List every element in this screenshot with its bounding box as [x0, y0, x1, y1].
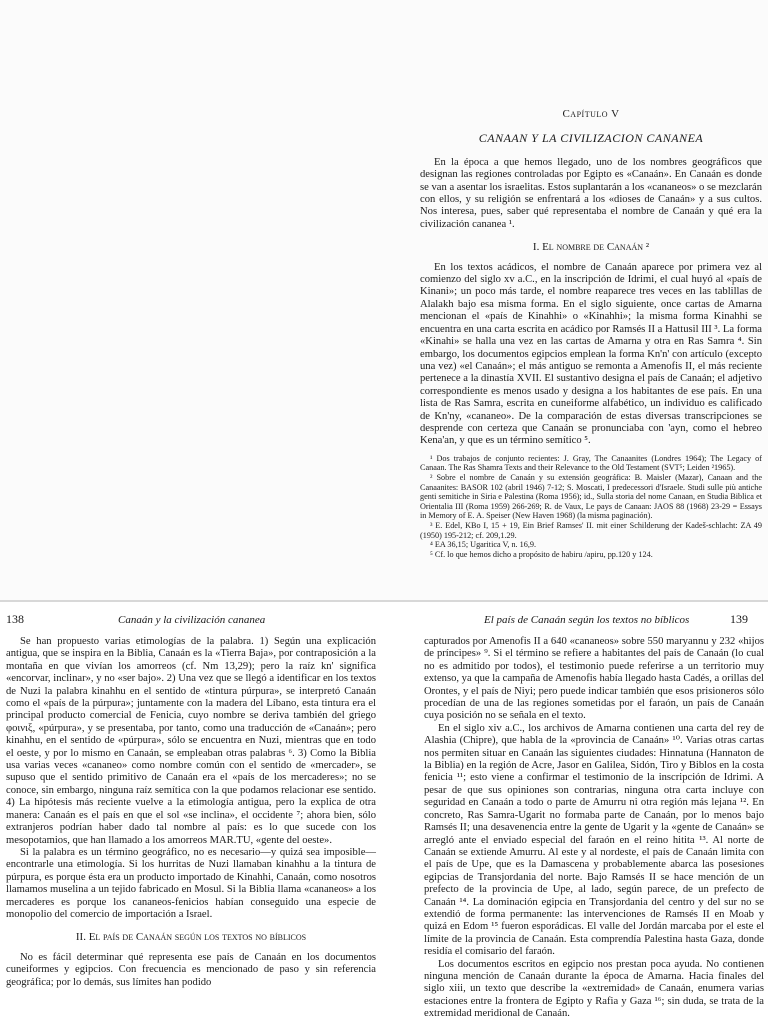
left-paragraph-2: Si la palabra es un término geográfico, no es necesario—y quizá sea imposible—encontrarle una etimología. Si los hurritas de Nuzi llamaban kinahhu a la tintura de púrpura, es porque ésta era un producto importado de Kinahhi, Canaán, como nosotros llamamos muselina a un tejido fabricado en Mosul. Si la Biblia llama «cananeos» a los mercaderes es porque los cananeos-fenicios habían conseguido una especie de monopolio del comercio de importación a Israel. [6, 846, 376, 920]
running-head-left: Canaán y la civilización cananea [118, 614, 266, 626]
page-number-right: 139 [730, 612, 748, 626]
right-paragraph-3: Los documentos escritos en egipcio nos prestan poca ayuda. No contienen ninguna mención de Canaán durante la época de Amarna. Hacia finales del siglo xiii, un texto que describe la «extremidad» de Canaán, enumera varias estaciones entre la frontera de Egipto y Rafia y Gaza ¹⁶; sin duda, se trata de la extremidad meridional de Canaán. [424, 958, 764, 1020]
left-closing-paragraph: No es fácil determinar qué representa ese país de Canaán en los documentos cuneiformes y egipcios. Con frecuencia es mencionado de paso y sin referencia geográfica; por lo demás, sus límites han podido [6, 951, 376, 988]
chapter-label: Capítulo V [562, 108, 620, 120]
left-page-column [6, 636, 376, 989]
body-paragraph: En los textos acádicos, el nombre de Canaán aparece por primera vez al comienzo del siglo xv a.C., en la inscripción de Idrimi, el cual huyó al «país de Kinani»; un poco más tarde, el nombre reaparece tres veces en las tablillas de Alalakh bajo esa misma forma. En el siglo siguiente, once cartas de Amarna mencionan el «país de Kinahhi» o «Kinahhi»; la misma forma Kinahhi se encuentra en una carta escrita en acádico por Ramsés II a Hattusil III ³. La forma «Kinahi» se halla una vez en las cartas de Amarna y otra en Ras Samra ⁴. Sin embargo, los documentos egipcios emplean la forma Kn'n' con artículo (excepto una vez) «el Canaán»; el más antiguo se remonta a Amenofis II, el más reciente pertenece a la dinastía XVII. El sustantivo designa el país de Canaán; el adjetivo correspondiente es menos usado y designa a los habitantes de ese país. En una lista de Ras Samra, escrita en cuneiforme alfabético, un individuo es calificado de Kn'ny, «cananeo». De la comparación de estas diversas transcripciones se desprende con certeza que Canaán se pronunciaba con 'ayn, como el hebreo Kena'an, y que es un término semítico ⁵. [420, 261, 763, 447]
right-paragraph-2: En el siglo xiv a.C., los archivos de Amarna contienen una carta del rey de Alashia (Chipre), que habla de la «provincia de Canaán» ¹⁰. Varias otras cartas nos permiten situar en Canaán las siguientes ciudades: Hinnatuna (Hannaton de la Biblia) en la región de Acre, Jasor en Galilea, Sidón, Tiro y Biblos en la costa fenicia ¹¹; esto viene a confirmar el testimonio de la inscripción de Idrimi. A pesar de que sus opiniones son contrarias, ninguna otra carta incluye con seguridad en Canaán a todo o parte de Amurru ni otra región más lejana ¹². En concreto, Ras Samra-Ugarit no formaba parte de Canaán, por lo menos bajo Ramsés II; una desavenencia entre la gente de Ugarit y la «gente de Canaán» se arregló ante el enviado especial del faraón en el reino hitita ¹³. Al norte de Canaán se extiende Amurru. Al este y al nordeste, el país de Canaán limita con el país de Upe, que es la Damascena y probablemente abarca las posesiones egipcias de Transjordania del norte. Bajo Ramsés II se hace mención de un prefecto de la provincia de Upe, al lado, según parece, de un prefecto de Canaán ¹⁴. La dominación egipcia en Transjordania del centro y del sur no se extendió de forma permanente: las intervenciones de Ramsés II en Moab y quizá en Edom ¹⁵ fueron esporádicas. El valle del Jordán marcaba por el este el límite de la provincia de Canaán. Esta comprendía Palestina hasta Gaza, donde residía el comisario del faraón. [424, 722, 764, 958]
right-paragraph-1: capturados por Amenofis II a 640 «cananeos» sobre 550 maryannu y 232 «hijos de príncipes» ⁹. Si el término se refiere a habitantes del país de Canaán (lo cual no es admitido por todos), el testimonio puede referirse a un territorio muy extenso, ya que la campaña de Amenofis había llegado hasta Cadés, a orillas del Orontes, y el país de Niyi; pero puede indicar también que esos prisioneros sólo procedían de una de las regiones sometidas por el faraón, un país de Canaán cuya posición no se señala en el texto. [424, 636, 764, 722]
footnote-4: ⁴ EA 36,15; Ugaritica V, n. 16,9. [430, 540, 537, 550]
right-page-column [424, 636, 764, 1021]
footnote-5: ⁵ Cf. lo que hemos dicho a propósito de habiru /apiru, pp.120 y 124. [430, 549, 653, 559]
chapter-title: CANAAN Y LA CIVILIZACION CANANEA [478, 131, 704, 146]
left-paragraph-1: Se han propuesto varias etimologías de la palabra. 1) Según una explicación antigua, que se inspira en la Biblia, Canaán es la «Tierra Baja», por contraposición a la montaña en que vivían los amorreos (cf. Nm 13,29); pero la raíz kn' significa «encorvar, inclinar», y no «ser bajo». 2) Una vez que se llegó a identificar en los textos de Nuzi la palabra kinahhu en el sentido de «tintura púrpura», se interpretó Canaán como el «país de la púrpura»; juntamente con la madera del Líbano, esta tintura era el principal producto comercial de Fenicia, cuyo nombre se deriva también del griego φοινιξ, «púrpura», y se presentaba, por tanto, como una traducción de «Canaán»; pero kinahhu, en el sentido de «púrpura», sólo se encuentra en Nuzi, mientras que en todo el oeste, y por lo mismo en Canaán, se empleaban otras palabras ⁶. 3) Como la Biblia usa varias veces «cananeo» como nombre común con el sentido de «mercader», se supuso que el sentido primitivo de Canaán era el «país de los mercaderes»; no se conoce, sin embargo, ninguna raíz semítica con la que podamos relacionar ese sentido. 4) La hipótesis más reciente vuelve a la etimología antigua, pero la explica de otra manera: Canaán es el país en que el sol «se inclina», el occidente ⁷; ahora bien, sólo extranjeros podrían haber dado tal nombre al país: es lo que sucede con los mesopotamios, que han llamado a los amorreos MAR.TU, «gente del oeste». [6, 636, 376, 846]
intro-paragraph: En la época a que hemos llegado, uno de los nombres geográficos que designan las regiones controladas por Egipto es «Canaán». En Canaán es donde se van a asentar los israelitas. Estos suplantarán a los «cananeos» o se mezclarán con ellos, y su religión se enfrentará a los «dioses de Canaán» y a sus cultos. Nos interesa, pues, saber qué representaba el nombre de Canaán y qué era la civilización cananea ¹. [420, 156, 762, 230]
running-head-right: El país de Canaán según los textos no bíblicos [484, 614, 690, 626]
footnote-3: ³ E. Edel, KBo I, 15 + 19, Ein Brief Ramses' II. mit einer Schilderung der Kadeš-schlacht: ZA 49 (1950) 195-212; cf. 209,1.29. [420, 520, 762, 540]
upper-page-column [420, 108, 762, 559]
footnote-1: ¹ Dos trabajos de conjunto recientes: J. Gray, The Canaanites (Londres 1964); The Legacy of Canaan. The Ras Shamra Texts and their Relevance to the Old Testament (SVT⁵; Leiden ²1965). [420, 453, 762, 473]
section-title-2: II. El país de Canaán según los textos no bíblicos [75, 931, 307, 944]
page-divider [0, 600, 768, 602]
page-number-left: 138 [6, 612, 24, 626]
footnote-2: ² Sobre el nombre de Canaán y su extensión geográfica: B. Maisler (Mazar), Canaan and the Canaanites: BASOR 102 (abril 1946) 7-12; S. Moscati, I predecessori d'Israele. Studi sulle più antiche genti semitiche in Siria e Palestina (Roma 1956); id., Sulla storia del nome Canaan, en Studia Biblica et Orientalia III (Roma 1959) 266-269; R. de Vaux, Le pays de Canaan: JAOS 88 (1968) 23-29 = Essays in Memory of E. A. Speiser (New Haven 1968) (la misma paginación). [420, 472, 762, 521]
section-title-1: I. El nombre de Canaán ² [532, 241, 650, 254]
